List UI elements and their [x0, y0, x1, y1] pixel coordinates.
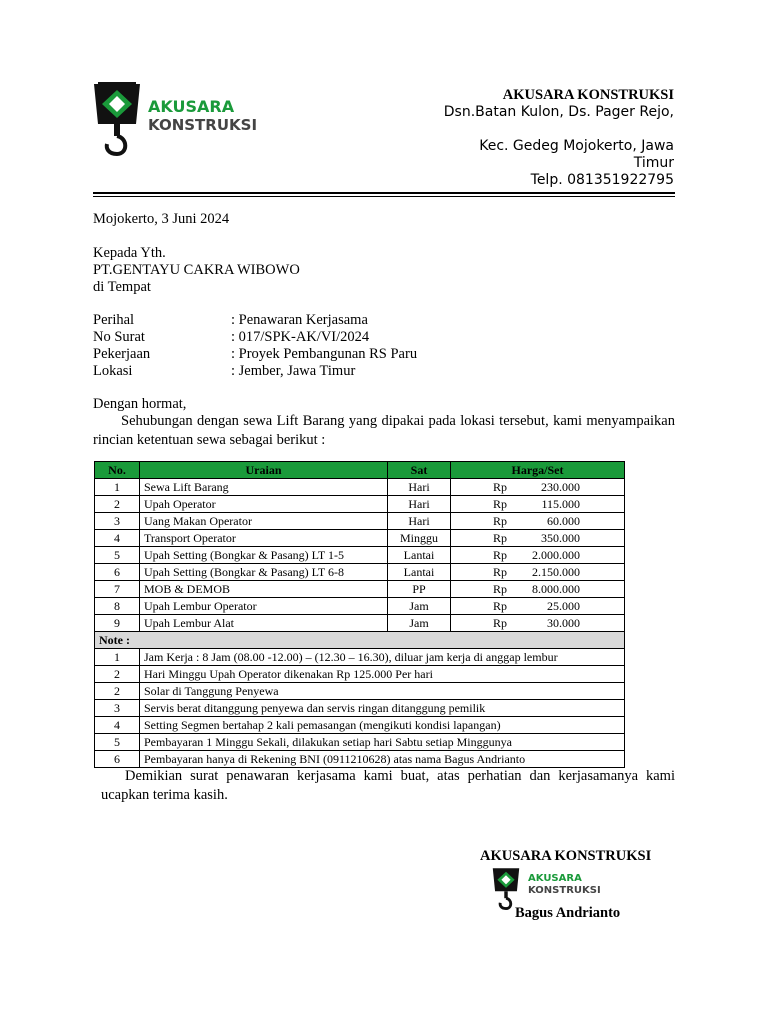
note-text: Servis berat ditanggung penyewa dan servis ringan ditanggung pemilik [140, 700, 625, 717]
row-sat: Minggu [388, 530, 451, 547]
note-no: 1 [95, 649, 140, 666]
currency-label: Rp [493, 479, 508, 494]
header-harga: Harga/Set [451, 462, 625, 479]
currency-label: Rp [493, 598, 508, 613]
meta-label-no-surat: No Surat [93, 329, 145, 345]
recipient-line-3: di Tempat [93, 279, 151, 295]
row-harga [451, 513, 625, 530]
currency-label: Rp [493, 530, 508, 545]
logo-wordmark-line1: AKUSARA [148, 97, 235, 116]
header-uraian: Uraian [140, 462, 388, 479]
signature-wordmark-line1: AKUSARA [528, 873, 582, 884]
table-row [95, 513, 625, 530]
row-sat: Hari [388, 513, 451, 530]
row-harga [451, 547, 625, 564]
note-row [95, 717, 625, 734]
price-value: 25.000 [547, 598, 580, 613]
closing-paragraph: Demikian surat penawaran kerjasama kami buat, atas perhatian dan kerjasamanya kami ucapkan terima kasih. [101, 768, 675, 803]
meta-label-lokasi: Lokasi [93, 363, 133, 379]
signature-wordmark-line2: KONSTRUKSI [528, 885, 601, 896]
row-uraian: MOB & DEMOB [140, 581, 388, 598]
note-text: Jam Kerja : 8 Jam (08.00 -12.00) – (12.30 – 16.30), diluar jam kerja di anggap lembur [140, 649, 625, 666]
currency-label: Rp [493, 615, 508, 630]
row-sat: Jam [388, 598, 451, 615]
row-no: 7 [95, 581, 140, 598]
letter-date: Mojokerto, 3 Juni 2024 [93, 211, 230, 227]
note-text: Hari Minggu Upah Operator dikenakan Rp 125.000 Per hari [140, 666, 625, 683]
row-sat: Hari [388, 496, 451, 513]
price-value: 8.000.000 [532, 581, 580, 596]
note-text: Solar di Tanggung Penyewa [140, 683, 625, 700]
price-value: 2.150.000 [532, 564, 580, 579]
signature-company: AKUSARA KONSTRUKSI [480, 848, 652, 864]
price-value: 60.000 [547, 513, 580, 528]
row-uraian: Upah Lembur Operator [140, 598, 388, 615]
row-uraian: Upah Setting (Bongkar & Pasang) LT 1-5 [140, 547, 388, 564]
currency-label: Rp [493, 547, 508, 562]
price-table [94, 461, 625, 768]
note-text: Setting Segmen bertahap 2 kali pemasangan (mengikuti kondisi lapangan) [140, 717, 625, 734]
note-row [95, 649, 625, 666]
row-no: 3 [95, 513, 140, 530]
note-no: 2 [95, 683, 140, 700]
price-value: 2.000.000 [532, 547, 580, 562]
meta-value-pekerjaan: : Proyek Pembangunan RS Paru [231, 346, 418, 362]
row-uraian: Sewa Lift Barang [140, 479, 388, 496]
address-line-3: Timur [633, 155, 674, 171]
company-logo [92, 80, 258, 160]
price-value: 30.000 [547, 615, 580, 630]
note-row [95, 683, 625, 700]
note-no: 5 [95, 734, 140, 751]
row-uraian: Upah Lembur Alat [140, 615, 388, 632]
table-row [95, 615, 625, 632]
note-row [95, 734, 625, 751]
currency-label: Rp [493, 513, 508, 528]
company-name: AKUSARA KONSTRUKSI [502, 87, 674, 103]
address-line-2: Kec. Gedeg Mojokerto, Jawa [479, 138, 674, 154]
row-uraian: Transport Operator [140, 530, 388, 547]
row-no: 5 [95, 547, 140, 564]
row-harga [451, 479, 625, 496]
currency-label: Rp [493, 564, 508, 579]
row-no: 2 [95, 496, 140, 513]
note-no: 4 [95, 717, 140, 734]
recipient-line-2: PT.GENTAYU CAKRA WIBOWO [93, 262, 300, 278]
note-label: Note : [95, 632, 625, 649]
currency-label: Rp [493, 496, 508, 511]
row-no: 9 [95, 615, 140, 632]
row-uraian: Uang Makan Operator [140, 513, 388, 530]
meta-label-perihal: Perihal [93, 312, 135, 328]
table-row [95, 530, 625, 547]
signatory-name: Bagus Andrianto [515, 905, 621, 921]
table-header-row [95, 462, 625, 479]
row-uraian: Upah Operator [140, 496, 388, 513]
row-harga [451, 598, 625, 615]
note-row [95, 700, 625, 717]
greeting: Dengan hormat, [93, 396, 187, 412]
row-no: 1 [95, 479, 140, 496]
row-no: 8 [95, 598, 140, 615]
note-text: Pembayaran hanya di Rekening BNI (0911210628) atas nama Bagus Andrianto [140, 751, 625, 768]
crane-hook-icon [92, 80, 142, 160]
table-row [95, 598, 625, 615]
row-harga [451, 564, 625, 581]
phone-number: Telp. 081351922795 [530, 172, 674, 188]
note-text: Pembayaran 1 Minggu Sekali, dilakukan setiap hari Sabtu setiap Minggunya [140, 734, 625, 751]
meta-value-no-surat: : 017/SPK-AK/VI/2024 [231, 329, 370, 345]
currency-label: Rp [493, 581, 508, 596]
note-row [95, 751, 625, 768]
note-no: 3 [95, 700, 140, 717]
table-row [95, 581, 625, 598]
row-harga [451, 496, 625, 513]
row-no: 6 [95, 564, 140, 581]
note-header-row [95, 632, 625, 649]
table-row [95, 496, 625, 513]
note-row [95, 666, 625, 683]
row-uraian: Upah Setting (Bongkar & Pasang) LT 6-8 [140, 564, 388, 581]
row-sat: Lantai [388, 547, 451, 564]
row-harga [451, 581, 625, 598]
note-no: 6 [95, 751, 140, 768]
row-sat: PP [388, 581, 451, 598]
row-sat: Jam [388, 615, 451, 632]
table-row [95, 479, 625, 496]
price-value: 230.000 [541, 479, 580, 494]
note-no: 2 [95, 666, 140, 683]
price-value: 350.000 [541, 530, 580, 545]
logo-wordmark-line2: KONSTRUKSI [148, 116, 258, 134]
row-harga [451, 530, 625, 547]
meta-label-pekerjaan: Pekerjaan [93, 346, 151, 362]
header-no: No. [95, 462, 140, 479]
table-row [95, 564, 625, 581]
meta-value-perihal: : Penawaran Kerjasama [231, 312, 368, 328]
price-value: 115.000 [541, 496, 580, 511]
meta-value-lokasi: : Jember, Jawa Timur [231, 363, 356, 379]
header-divider [93, 192, 675, 194]
row-no: 4 [95, 530, 140, 547]
row-sat: Lantai [388, 564, 451, 581]
row-harga [451, 615, 625, 632]
row-sat: Hari [388, 479, 451, 496]
recipient-line-1: Kepada Yth. [93, 245, 166, 261]
table-row [95, 547, 625, 564]
intro-paragraph: Sehubungan dengan sewa Lift Barang yang dipakai pada lokasi tersebut, kami menyampaikan rincian ketentuan sewa sebagai berikut : [93, 413, 675, 448]
header-sat: Sat [388, 462, 451, 479]
header-divider-thin [93, 196, 675, 197]
address-line-1: Dsn.Batan Kulon, Ds. Pager Rejo, [443, 104, 674, 120]
